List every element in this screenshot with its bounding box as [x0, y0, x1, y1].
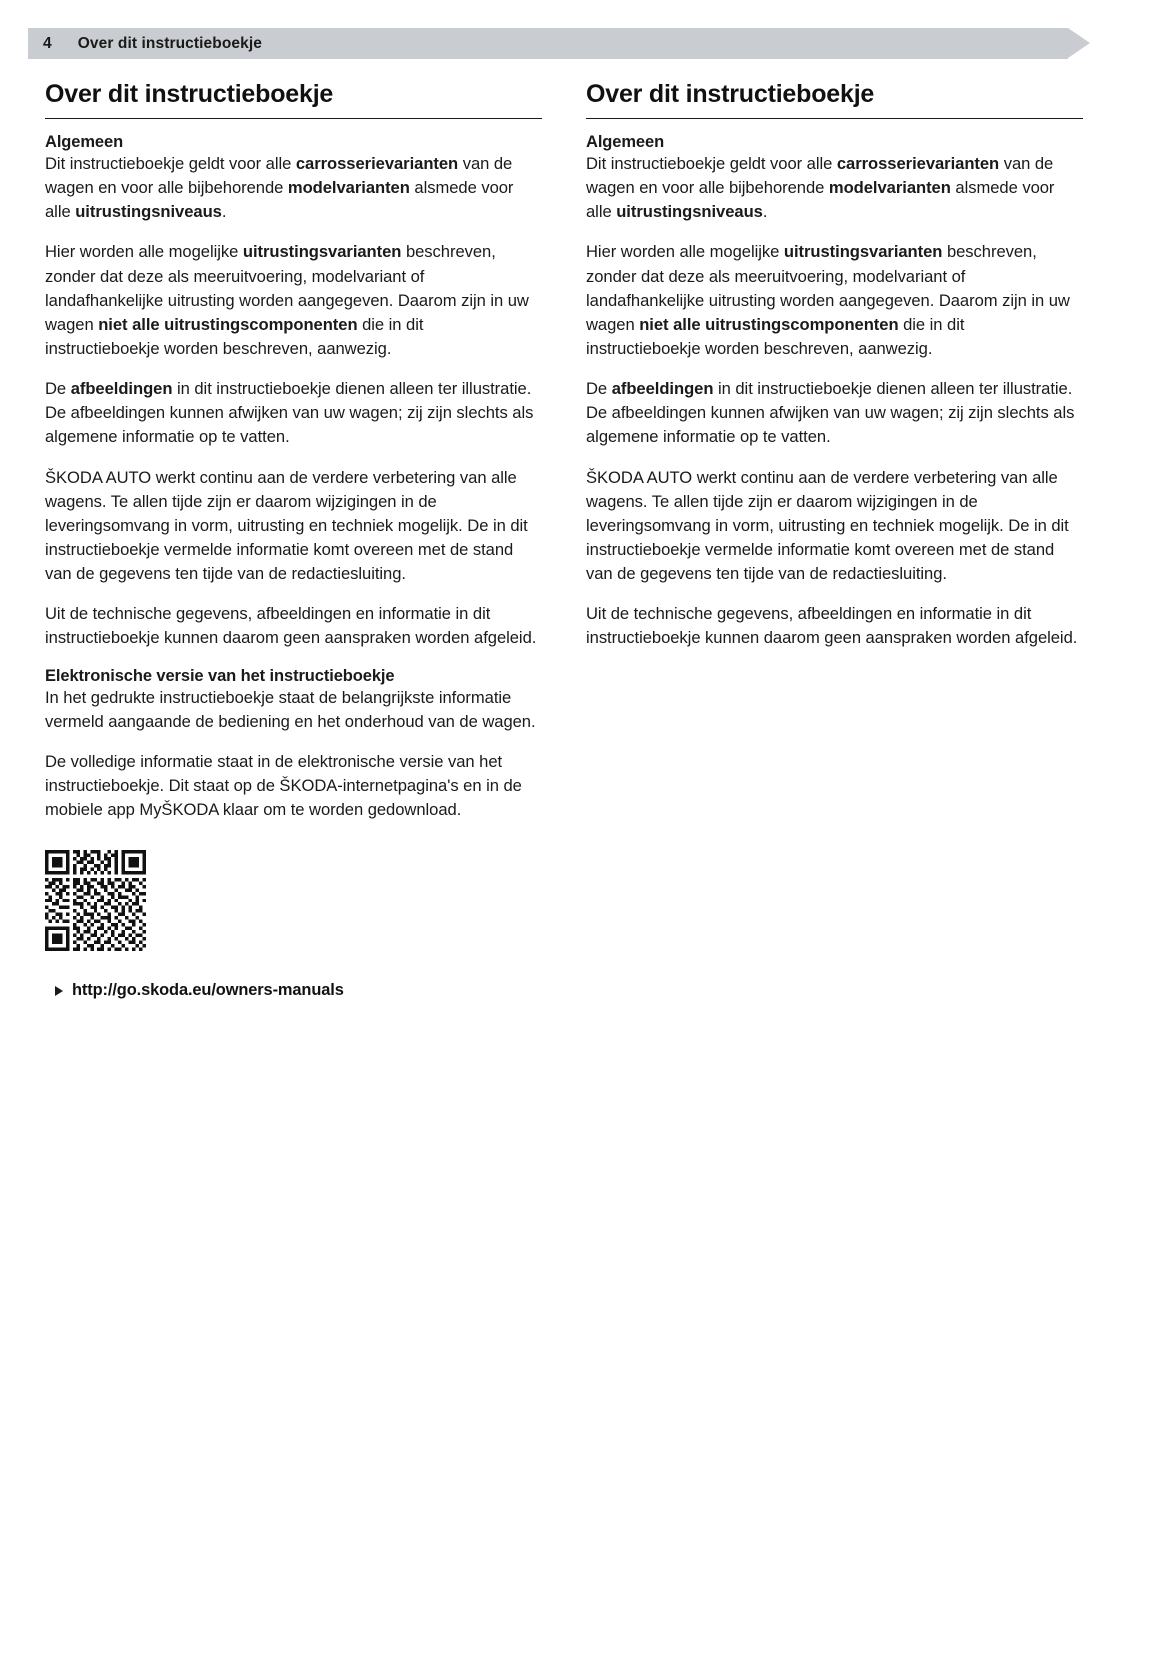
header-arrow-shape: [1068, 28, 1090, 58]
paragraph: Dit instructieboekje geldt voor alle carrosserievarianten van de wagen en voor alle bijbehorende modelvarianten alsmede voor alle uitrustingsniveaus.: [586, 154, 1055, 222]
qr-code-icon: [45, 850, 146, 951]
link-label: http://go.skoda.eu/owners-manuals: [72, 981, 344, 1000]
paragraph: De volledige informatie staat in de elektronische versie van het instructieboekje. Dit staat op de ŠKODA-internetpagina's en in de mobiele app MyŠKODA klaar om te worden gedownload.: [45, 751, 522, 820]
owners-manuals-link[interactable]: [45, 981, 542, 1000]
page-content: [45, 80, 1121, 1000]
paragraph: Uit de technische gegevens, afbeeldingen en informatie in dit instructieboekje kunnen daarom geen aanspraken worden afgeleid.: [586, 604, 1078, 648]
paragraph: Hier worden alle mogelijke uitrustingsvarianten beschreven, zonder dat deze als meeruitvoering, modelvariant of landafhankelijke uitrusting worden aangegeven. Daarom zijn in uw wagen niet alle uitrustingscomponenten die in dit instructieboekje worden beschreven, aanwezig.: [586, 242, 1070, 358]
page-title-secondary: Over dit instructieboekje: [586, 80, 1083, 119]
paragraph: ŠKODA AUTO werkt continu aan de verdere verbetering van alle wagens. Te allen tijde zijn er daarom wijzigingen in de leveringsomvang in vorm, uitrusting en techniek mogelijk. De in dit instructieboekje vermelde informatie komt overeen met de stand van de gegevens ten tijde van de redactiesluiting.: [45, 467, 528, 584]
paragraph: Dit instructieboekje geldt voor alle carrosserievarianten van de wagen en voor alle bijbehorende modelvarianten alsmede voor alle uitrustingsniveaus.: [45, 154, 514, 222]
triangle-right-icon: [55, 986, 63, 996]
section-heading-elektronische-versie: Elektronische versie van het instructieboekje: [45, 666, 395, 685]
paragraph: ŠKODA AUTO werkt continu aan de verdere verbetering van alle wagens. Te allen tijde zijn er daarom wijzigingen in de leveringsomvang in vorm, uitrusting en techniek mogelijk. De in dit instructieboekje vermelde informatie komt overeen met de stand van de gegevens ten tijde van de redactiesluiting.: [586, 467, 1069, 584]
left-column: [45, 80, 542, 1000]
chapter-title: Over dit instructieboekje: [77, 34, 262, 52]
paragraph: Uit de technische gegevens, afbeeldingen en informatie in dit instructieboekje kunnen daarom geen aanspraken worden afgeleid.: [45, 604, 537, 648]
page-header: [28, 28, 1110, 59]
page-title: Over dit instructieboekje: [45, 80, 542, 119]
paragraph: De afbeeldingen in dit instructieboekje dienen alleen ter illustratie. De afbeeldingen kunnen afwijken van uw wagen; zij zijn slechts als algemene informatie op te vatten.: [45, 379, 534, 447]
section-heading-algemeen-secondary: Algemeen: [586, 133, 665, 151]
page-number: 4: [43, 34, 52, 52]
paragraph: De afbeeldingen in dit instructieboekje dienen alleen ter illustratie. De afbeeldingen kunnen afwijken van uw wagen; zij zijn slechts als algemene informatie op te vatten.: [586, 379, 1075, 447]
right-column: [586, 80, 1083, 1000]
paragraph: In het gedrukte instructieboekje staat de belangrijkste informatie vermeld aangaande de bediening en het onderhoud van de wagen.: [45, 687, 536, 731]
section-heading-algemeen: Algemeen: [45, 133, 124, 151]
header-text-group: [28, 28, 262, 59]
paragraph: Hier worden alle mogelijke uitrustingsvarianten beschreven, zonder dat deze als meeruitvoering, modelvariant of landafhankelijke uitrusting worden aangegeven. Daarom zijn in uw wagen niet alle uitrustingscomponenten die in dit instructieboekje worden beschreven, aanwezig.: [45, 242, 529, 358]
